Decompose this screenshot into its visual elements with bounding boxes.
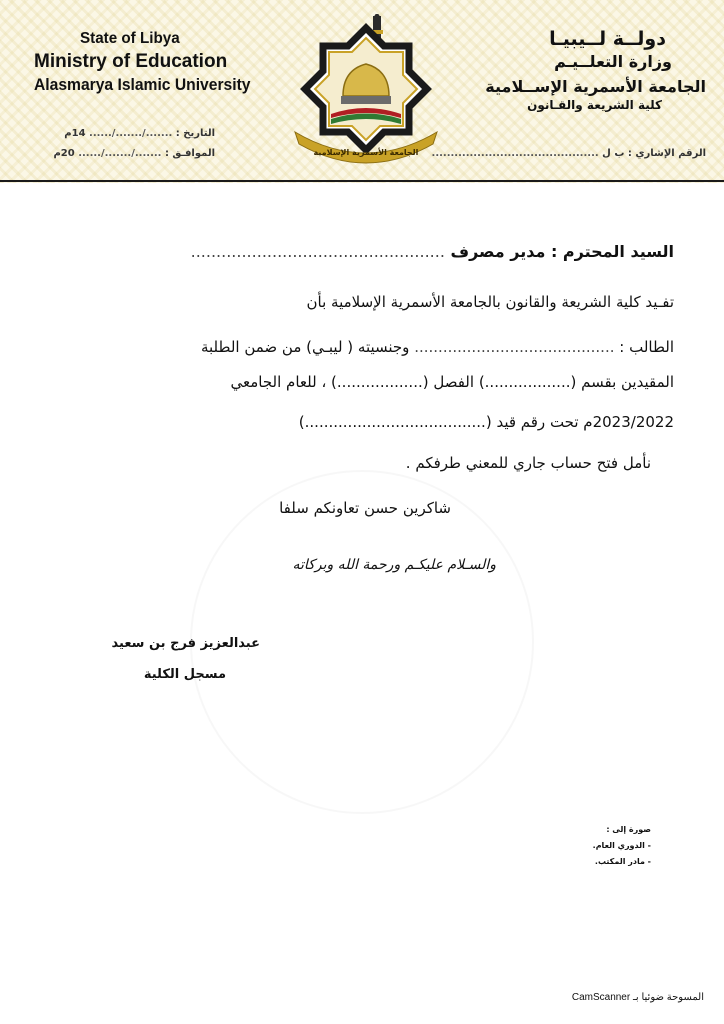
arabic-letterhead xyxy=(446,28,706,112)
letter-request: نأمل فتح حساب جاري للمعني طرفكم . xyxy=(405,454,651,472)
alt-date-placeholder: ......./......./...... xyxy=(78,148,162,159)
student-label: الطالب : xyxy=(619,338,674,356)
alt-date-suffix: 20م xyxy=(53,148,75,159)
alt-date-label: الموافـق : xyxy=(164,148,215,159)
salutation xyxy=(191,242,674,261)
nationality-text: وجنسيته ( ليبـي) من ضمن الطلبة xyxy=(200,338,410,356)
university-logo xyxy=(291,14,441,166)
ministry-name-ar: وزارة التعلــيـم xyxy=(554,52,672,71)
reference-placeholder: ............................................ xyxy=(431,148,599,159)
bank-name-placeholder: .................................................. xyxy=(190,242,445,261)
salutation-text: السيد المحترم : مدير مصرف xyxy=(450,242,674,261)
date-label: التاريخ : xyxy=(175,128,215,139)
signatory-title: مسجل الكلية xyxy=(143,667,226,682)
letter-regards: والسـلام عليكـم ورحمة الله وبركاته xyxy=(292,557,496,573)
student-name-placeholder: .......................................... xyxy=(414,338,615,356)
date-suffix: 14م xyxy=(64,128,86,139)
scanner-watermark: المسوحة ضوئيا بـ CamScanner xyxy=(571,992,704,1003)
reference-value: ب ل xyxy=(602,148,625,159)
date-placeholder: ......./......./...... xyxy=(89,128,173,139)
copies-list xyxy=(593,822,651,870)
date-field xyxy=(40,128,215,139)
copies-label: صورة إلى : xyxy=(606,825,651,834)
alt-date-field xyxy=(40,148,215,159)
state-name-ar: دولــة لــيبيـا xyxy=(549,28,666,50)
reference-number-field xyxy=(432,148,706,159)
ministry-name-en: Ministry of Education xyxy=(34,51,228,72)
copies-item-1: - الدوري العام. xyxy=(592,841,651,850)
letter-line-4: 2023/2022م تحت رقم قيد (......................................) xyxy=(298,413,674,431)
letter-thanks: شاكرين حسن تعاونكم سلفا xyxy=(279,499,451,517)
letter-line-3: المقيدين بقسم (..................) الفصل (..................) ، للعام الجامعي xyxy=(230,373,674,391)
english-letterhead xyxy=(34,30,264,95)
building-base xyxy=(341,96,391,104)
university-name-ar: الجامعة الأسمرية الإســلامية xyxy=(485,77,706,96)
letter-line-1: تفـيد كلية الشريعة والقانون بالجامعة الأسمرية الإسلامية بأن xyxy=(306,293,674,311)
reference-label: الرقم الإشاري : xyxy=(627,148,706,159)
university-name-en: Alasmarya Islamic University xyxy=(34,75,251,94)
faculty-name-ar: كلية الشريعة والقـانون xyxy=(527,98,662,112)
state-name-en: State of Libya xyxy=(80,30,180,47)
logo-caption: الجامعة الأسمرية الإسلامية xyxy=(313,148,419,157)
letterhead-divider xyxy=(0,180,724,182)
letter-line-2 xyxy=(201,338,674,356)
copies-item-2: - مادر المكتب. xyxy=(594,857,651,866)
signatory-name: عبدالعزيز فرج بن سعيد xyxy=(111,636,260,651)
